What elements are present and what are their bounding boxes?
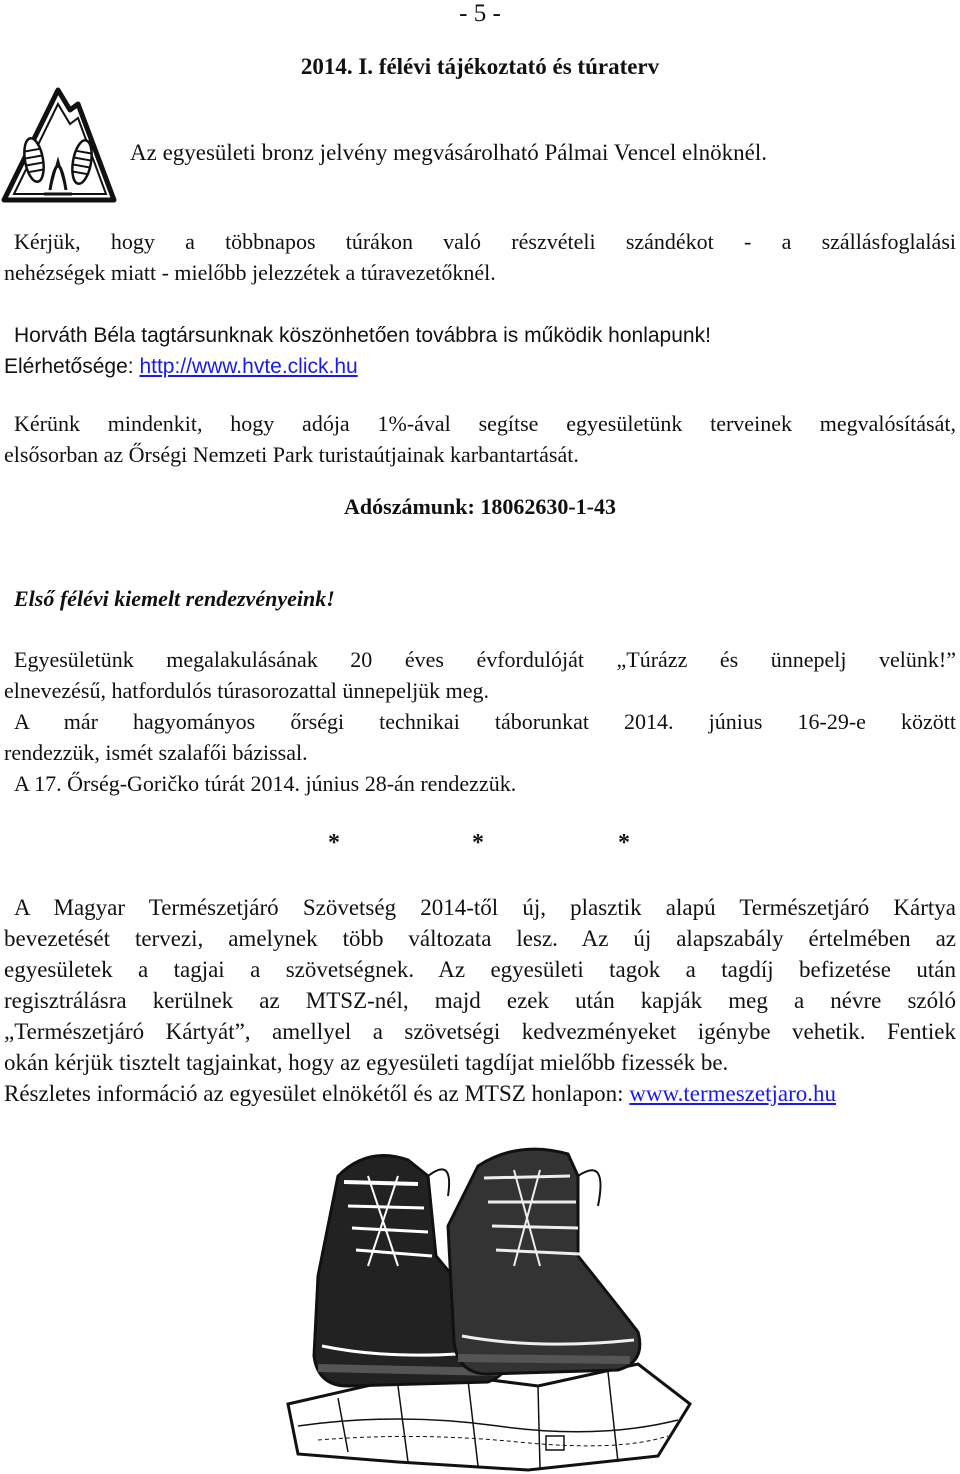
card-paragraph <box>4 892 956 1078</box>
paragraph-line: regisztrálásra kerülnek az MTSZ-nél, majd ezek után kapják meg a névre szóló <box>4 988 956 1013</box>
paragraph-line: A már hagyományos őrségi technikai táborunkat 2014. június 16-29-e között <box>14 709 956 734</box>
website-line: Horváth Béla tagtársunknak köszönhetően továbbra is működik honlapunk! <box>14 324 711 347</box>
multiday-paragraph <box>4 226 956 288</box>
paragraph-line: elnevezésű, hatfordulós túrasorozattal ünnepeljük meg. <box>4 678 490 703</box>
mountain-footprints-logo-icon <box>0 82 118 204</box>
website-contact <box>4 351 358 382</box>
paragraph-line: A 17. Őrség-Goričko túrát 2014. június 28-án rendezzük. <box>14 771 517 796</box>
paragraph-line: Egyesületünk megalakulásának 20 éves évfordulóját „Túrázz és ünnepelj velünk!” <box>14 647 956 672</box>
tax-paragraph <box>4 408 956 470</box>
page-number: - 5 - <box>459 0 501 27</box>
paragraph-line: „Természetjáró Kártyát”, amellyel a szövetségi kedvezményeket igénybe vehetik. Fentiek <box>4 1019 956 1044</box>
separator-star: * <box>618 830 630 856</box>
paragraph-line: okán kérjük tisztelt tagjainkat, hogy az egyesületi tagdíjat mielőbb fizessék be. <box>4 1050 729 1075</box>
page-title: 2014. I. félévi tájékoztató és túraterv <box>300 54 660 79</box>
paragraph-line: rendezzük, ismét szalafői bázissal. <box>4 740 308 765</box>
paragraph-line: egyesületek a tagjai a szövetségnek. Az egyesületi tagok a tagdíj befizetése után <box>4 957 956 982</box>
website-link[interactable]: http://www.hvte.click.hu <box>139 355 358 378</box>
info-label: Részletes információ az egyesület elnökétől és az MTSZ honlapon: <box>4 1081 630 1106</box>
mtsz-link[interactable]: www.termeszetjaro.hu <box>629 1081 836 1106</box>
separator-star: * <box>472 830 484 856</box>
separator-star: * <box>328 830 340 856</box>
paragraph-line: bevezetését tervezi, amelynek több változata lesz. Az új alapszabály értelmében az <box>4 926 956 951</box>
paragraph-line: nehézségek miatt - mielőbb jelezzétek a túravezetőknél. <box>4 260 496 285</box>
paragraph-line: Kérjük, hogy a többnapos túrákon való részvételi szándékot - a szállásfoglalási <box>14 229 956 254</box>
events-heading: Első félévi kiemelt rendezvényeink! <box>14 586 335 611</box>
events-paragraph <box>4 644 956 799</box>
info-line <box>4 1078 836 1109</box>
paragraph-line: A Magyar Természetjáró Szövetség 2014-től új, plasztik alapú Természetjáró Kártya <box>14 895 956 920</box>
badge-notice: Az egyesületi bronz jelvény megvásárolható Pálmai Vencel elnöknél. <box>130 140 767 165</box>
paragraph-line: elsősorban az Őrségi Nemzeti Park turistaútjainak karbantartását. <box>4 442 579 467</box>
hiking-boots-icon <box>278 1136 698 1472</box>
paragraph-line: Kérünk mindenkit, hogy adója 1%-ával segítse egyesületünk terveinek megvalósítását, <box>14 411 956 436</box>
tax-number: Adószámunk: 18062630-1-43 <box>344 494 616 519</box>
website-label: Elérhetősége: <box>4 355 140 378</box>
